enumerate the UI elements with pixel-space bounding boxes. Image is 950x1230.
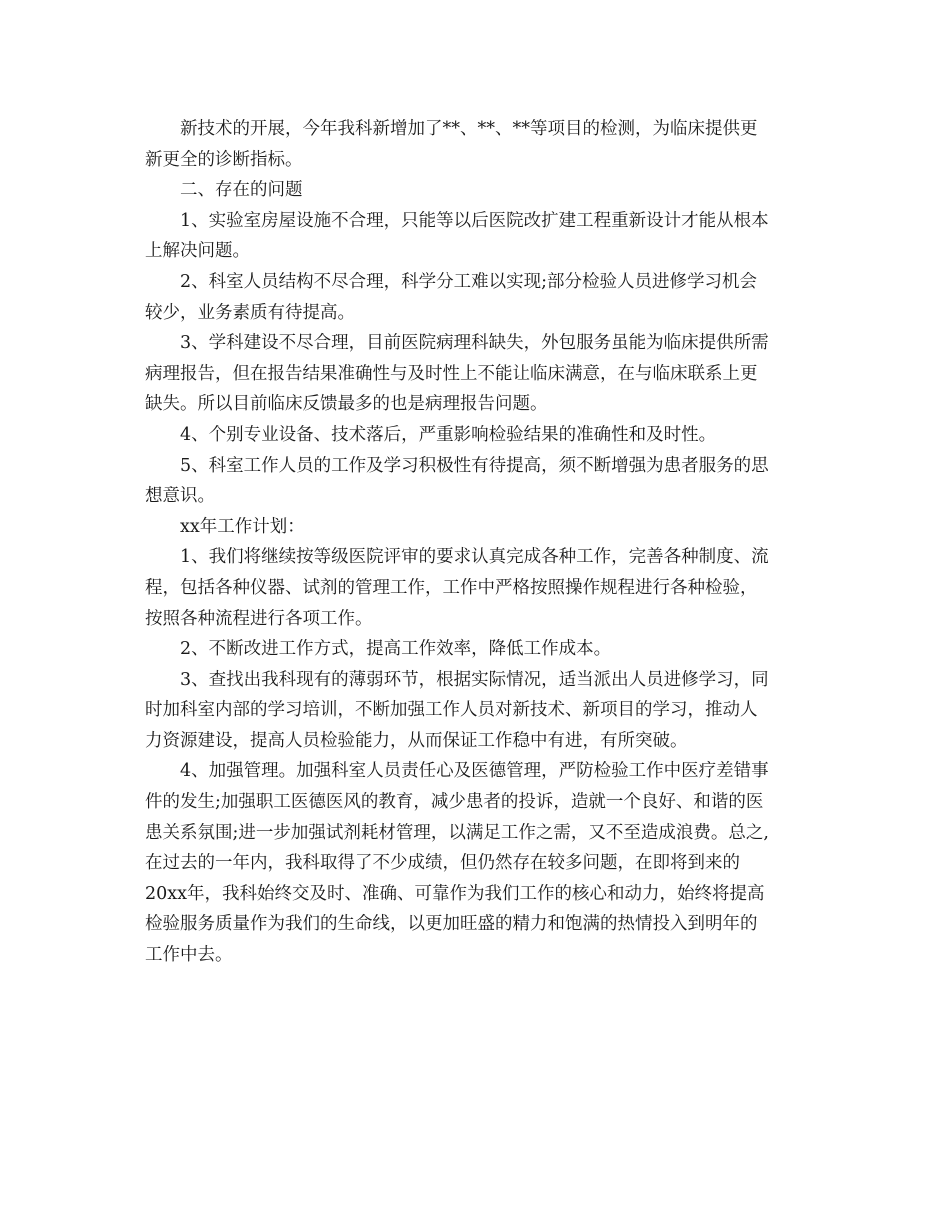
text-line: xx年工作计划： bbox=[180, 516, 305, 537]
text-line: 较少，业务素质有待提高。 bbox=[145, 302, 355, 323]
text-line: 5、科室工作人员的工作及学习积极性有待提高，须不断增强为患者服务的思 bbox=[180, 455, 769, 476]
text-line: 想意识。 bbox=[145, 486, 215, 507]
paragraph bbox=[145, 634, 817, 665]
text-line: 1、我们将继续按等级医院评审的要求认真完成各种工作，完善各种制度、流 bbox=[180, 547, 769, 568]
text-line: 时加科室内部的学习培训，不断加强工作人员对新技术、新项目的学习，推动人 bbox=[145, 700, 758, 721]
paragraph bbox=[145, 451, 817, 512]
text-line: 件的发生;加强职工医德医风的教育，减少患者的投诉，造就一个良好、和谐的医 bbox=[145, 792, 764, 813]
text-line: 工作中去。 bbox=[145, 945, 233, 966]
text-line: 检验服务质量作为我们的生命线，以更加旺盛的精力和饱满的热情投入到明年的 bbox=[145, 914, 758, 935]
text-line: 力资源建设，提高人员检验能力，从而保证工作稳中有进，有所突破。 bbox=[145, 730, 688, 751]
text-line: 病理报告，但在报告结果准确性与及时性上不能让临床满意，在与临床联系上更 bbox=[145, 363, 758, 384]
paragraph bbox=[145, 542, 817, 634]
paragraph bbox=[145, 665, 817, 757]
text-line: 2、不断改进工作方式，提高工作效率，降低工作成本。 bbox=[180, 639, 612, 660]
paragraph bbox=[145, 206, 817, 267]
text-line: 3、查找出我科现有的薄弱环节，根据实际情况，适当派出人员进修学习，同 bbox=[180, 669, 769, 690]
text-line: 20xx年，我科始终交及时、准确、可靠作为我们工作的核心和动力，始终将提高 bbox=[145, 883, 765, 904]
paragraph bbox=[145, 420, 817, 451]
text-line: 4、个别专业设备、技术落后，严重影响检验结果的准确性和及时性。 bbox=[180, 424, 717, 445]
paragraph bbox=[145, 328, 817, 420]
text-line: 2、科室人员结构不尽合理，科学分工难以实现;部分检验人员进修学习机会 bbox=[180, 271, 758, 292]
text-line: 3、学科建设不尽合理，目前医院病理科缺失，外包服务虽能为临床提供所需 bbox=[180, 333, 769, 354]
text-line: 上解决问题。 bbox=[145, 241, 250, 262]
text-line: 二、存在的问题 bbox=[180, 180, 303, 201]
text-line: 患关系氛围;进一步加强试剂耗材管理，以满足工作之需，又不至造成浪费。总之, bbox=[145, 822, 769, 843]
text-line: 1、实验室房屋设施不合理，只能等以后医院改扩建工程重新设计才能从根本 bbox=[180, 210, 769, 231]
text-line: 按照各种流程进行各项工作。 bbox=[145, 608, 373, 629]
text-line: 程，包括各种仪器、试剂的管理工作，工作中严格按照操作规程进行各种检验， bbox=[145, 577, 758, 598]
text-line: 新技术的开展，今年我科新增加了**、**、**等项目的检测，为临床提供更 bbox=[180, 119, 758, 139]
section-heading bbox=[145, 512, 817, 543]
section-heading bbox=[145, 175, 817, 206]
paragraph bbox=[145, 267, 817, 328]
text-line: 4、加强管理。加强科室人员责任心及医德管理，严防检验工作中医疗差错事 bbox=[180, 761, 769, 782]
paragraph bbox=[145, 114, 817, 175]
document-body bbox=[145, 114, 817, 971]
text-line: 缺失。所以目前临床反馈最多的也是病理报告问题。 bbox=[145, 394, 548, 415]
text-line: 在过去的一年内，我科取得了不少成绩，但仍然存在较多问题，在即将到来的 bbox=[145, 853, 740, 874]
paragraph bbox=[145, 756, 817, 970]
text-line: 新更全的诊断指标。 bbox=[145, 149, 303, 170]
